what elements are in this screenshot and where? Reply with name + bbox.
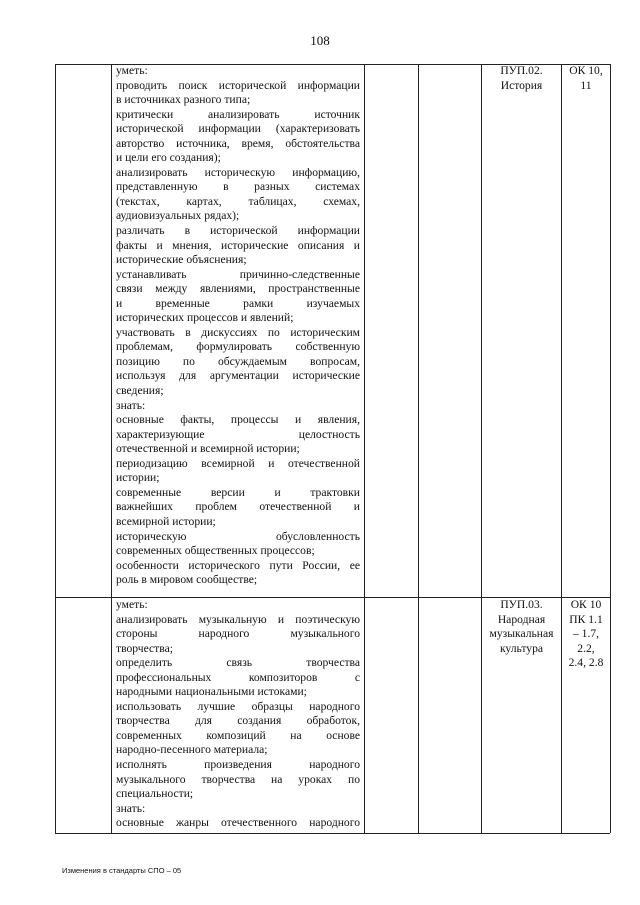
row-1-discipline [482,64,561,93]
description-line: проводить поиск исторической информации [116,78,360,92]
description-line: народными национальными истоками; [116,685,307,699]
description-line: особенности исторического пути России, ее [116,558,360,572]
description-line: и временные рамки изучаемых [116,296,360,310]
description-line: творчества для создания обработок, [116,714,360,728]
discipline-line: культура [499,641,544,655]
discipline-line: Народная [497,612,546,626]
description-line: использовать лучшие образцы народного [116,699,360,713]
description-line: народно-песенного материала; [116,743,268,757]
description-line: исторических процессов и явлений; [116,311,294,325]
description-line: связи между явлениями, пространственные [116,282,360,296]
discipline-line: ПУП.02. [500,64,543,77]
description-line: позицию по обсуждаемым вопросам, [116,354,360,368]
row-2-description [116,598,360,831]
description-line: представленную в разных системах [116,180,360,194]
row-2-competencies [562,598,610,671]
description-line: проблемам, формулировать собственную [116,340,360,354]
description-line: характеризующие целостность [116,427,360,441]
description-line: всемирной истории; [116,514,216,528]
description-line: важнейших проблем отечественной и [116,500,360,514]
description-line: используя для аргументации исторические [116,369,360,383]
competency-line: ОК 10 [570,598,602,611]
discipline-line: музыкальная [489,627,554,641]
description-line: роль в мировом сообществе; [116,573,258,587]
description-line: (текстах, картах, таблицах, схемах, [116,194,360,208]
description-line: анализировать музыкальную и поэтическую [116,612,360,626]
description-line: участвовать в дискуссиях по историческим [116,325,360,339]
description-line: отечественной и всемирной истории; [116,442,300,456]
competency-line: 2.4, 2.8 [568,656,604,670]
discipline-line: История [500,78,543,92]
description-line: историческую обусловленность [116,529,360,543]
description-line: современных композиций на основе [116,728,360,742]
footer-note: Изменения в стандарты СПО – 05 [62,866,182,875]
description-line: критически анализировать источник [116,107,360,121]
description-line: основные жанры отечественного народного [116,816,360,830]
competency-line: 11 [580,78,592,92]
description-line: стороны народного музыкального [116,627,360,641]
description-line: исполнять произведения народного [116,758,360,772]
competency-line: – 1.7, [572,627,600,641]
description-line: знать: [116,398,146,412]
row-2-discipline [482,598,561,656]
description-line: исторические объяснения; [116,253,247,267]
description-line: специальности; [116,787,194,801]
description-line: современных общественных процессов; [116,544,315,558]
description-line: современные версии и трактовки [116,485,360,499]
description-line: анализировать историческую информацию, [116,165,360,179]
page-number: 108 [310,33,330,48]
description-line: в источниках разного типа; [116,93,251,107]
description-line: знать: [116,801,146,815]
competency-line: 2.2, [577,641,595,655]
description-line: сведения; [116,384,164,398]
description-line: устанавливать причинно-следственные [116,267,360,281]
competency-line: ПК 1.1 [569,612,603,626]
description-line: исторической информации (характеризовать [116,122,360,136]
description-line: определить связь творчества [116,656,360,670]
description-line: профессиональных композиторов с [116,670,360,684]
description-line: уметь: [116,64,148,77]
description-line: периодизацию всемирной и отечественной [116,456,360,470]
description-line: факты и мнения, исторические описания и [116,238,360,252]
discipline-line: ПУП.03. [500,598,543,611]
description-line: авторство источника, время, обстоятельства [116,136,360,150]
description-line: музыкального творчества на уроках по [116,772,360,786]
row-1-competencies [562,64,610,93]
description-line: основные факты, процессы и явления, [116,413,360,427]
row-1-description [116,64,360,588]
competency-line: ОК 10, [569,64,603,77]
description-line: аудиовизуальных рядах); [116,209,240,223]
description-line: творчества; [116,641,173,655]
description-line: истории; [116,471,160,485]
description-line: уметь: [116,598,148,611]
description-line: различать в исторической информации [116,224,360,238]
description-line: и цели его создания); [116,151,221,165]
